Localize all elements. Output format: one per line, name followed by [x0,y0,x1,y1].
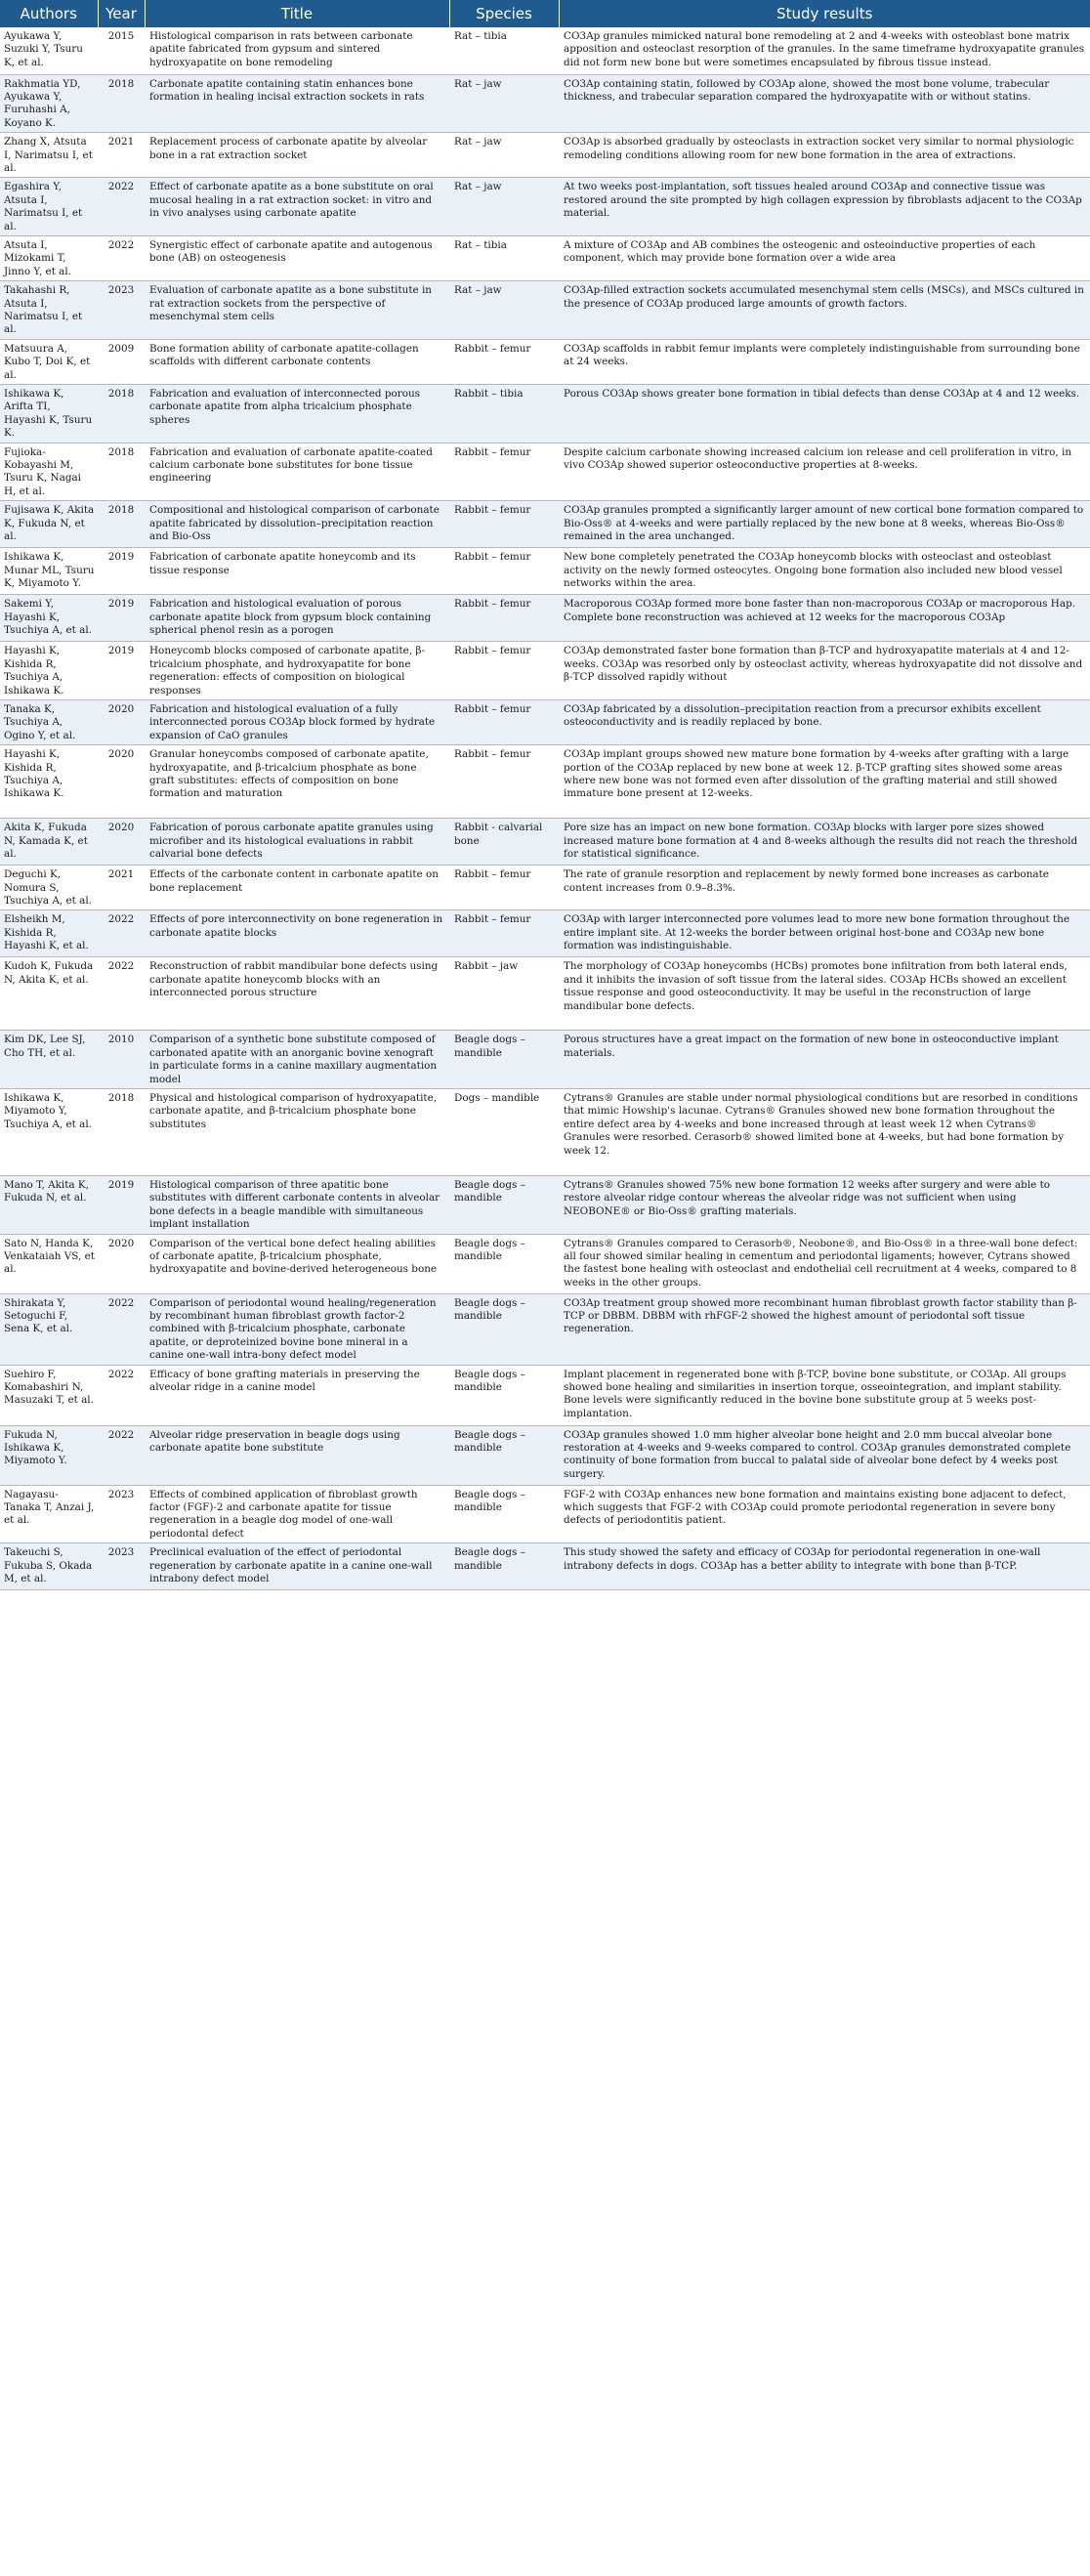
cell-results: At two weeks post-implantation, soft tissues healed around CO3Ap and connective tissue was restored around the site prompted by high collagen expression by fibroblasts adjacent to the CO3Ap material. [559,178,1090,236]
cell-authors: Akita K, Fukuda N, Kamada K, et al. [0,819,98,866]
cell-year: 2020 [98,819,145,866]
cell-authors: Fukuda N, Ishikawa K, Miyamoto Y. [0,1425,98,1485]
table-row [0,1485,1090,1543]
table-row [0,74,1090,133]
table-row [0,385,1090,443]
cell-title: Effects of combined application of fibroblast growth factor (FGF)-2 and carbonate apatite for tissue regeneration in a beagle dog model of one-wall periodontal defect [145,1485,449,1543]
cell-authors: Kudoh K, Fukuda N, Akita K, et al. [0,957,98,1031]
cell-year: 2023 [98,1485,145,1543]
table-row [0,866,1090,910]
cell-results: Pore size has an impact on new bone formation. CO3Ap blocks with larger pore sizes showed increased mature bone formation at 4 and 8-weeks although the results did not reach the threshold for statistical significance. [559,819,1090,866]
cell-year: 2018 [98,385,145,443]
table-row [0,548,1090,595]
cell-results: CO3Ap implant groups showed new mature bone formation by 4-weeks after grafting with a large portion of the CO3Ap replaced by new bone at week 12. β-TCP grafting sites showed some areas where new bone was not formed even after dissolution of the grafting material and still showed immature bone present at 12-weeks. [559,745,1090,819]
cell-title: Honeycomb blocks composed of carbonate apatite, β-tricalcium phosphate, and hydroxyapatite for bone regeneration: effects of composition on biological responses [145,642,449,700]
cell-authors: Hayashi K, Kishida R, Tsuchiya A, Ishikawa K. [0,642,98,700]
cell-authors: Ishikawa K, Munar ML, Tsuru K, Miyamoto Y. [0,548,98,595]
cell-results: Porous structures have a great impact on the formation of new bone in osteoconductive implant materials. [559,1031,1090,1089]
cell-title: Evaluation of carbonate apatite as a bone substitute in rat extraction sockets from the perspective of mesenchymal stem cells [145,281,449,340]
cell-authors: Fujioka-Kobayashi M, Tsuru K, Nagai H, et al. [0,443,98,501]
cell-title: Preclinical evaluation of the effect of periodontal regeneration by carbonate apatite in a canine one-wall intrabony defect model [145,1543,449,1590]
cell-species: Rabbit – femur [449,548,559,595]
cell-species: Beagle dogs – mandible [449,1543,559,1590]
cell-results: CO3Ap scaffolds in rabbit femur implants were completely indistinguishable from surrounding bone at 24 weeks. [559,339,1090,384]
cell-year: 2019 [98,642,145,700]
cell-species: Rabbit – femur [449,339,559,384]
cell-species: Rabbit – jaw [449,957,559,1031]
cell-title: Effects of the carbonate content in carbonate apatite on bone replacement [145,866,449,910]
cell-results: CO3Ap containing statin, followed by CO3Ap alone, showed the most bone volume, trabecular thickness, and trabecular separation compared the hydroxyapatite with or without statins. [559,74,1090,133]
cell-year: 2020 [98,699,145,744]
table-row [0,957,1090,1031]
table-row [0,281,1090,340]
cell-species: Rat – jaw [449,281,559,340]
table-row [0,1088,1090,1175]
cell-title: Fabrication and histological evaluation of a fully interconnected porous CO3Ap block formed by hydrate expansion of CaO granules [145,699,449,744]
cell-title: Bone formation ability of carbonate apatite-collagen scaffolds with different carbonate contents [145,339,449,384]
cell-title: Comparison of periodontal wound healing/regeneration by recombinant human fibroblast growth factor-2 combined with β-tricalcium phosphate, carbonate apatite, or deproteinized bovine bone mineral in a canine one-wall intra-bony defect model [145,1293,449,1365]
table-row [0,1031,1090,1089]
cell-results: CO3Ap-filled extraction sockets accumulated mesenchymal stem cells (MSCs), and MSCs cultured in the presence of CO3Ap produced large amounts of growth factors. [559,281,1090,340]
cell-species: Rat – tibia [449,235,559,280]
cell-year: 2022 [98,957,145,1031]
cell-results: Implant placement in regenerated bone with β-TCP, bovine bone substitute, or CO3Ap. All groups showed bone healing and similarities in insertion torque, osseointegration, and implant stability. Bone levels were significantly reduced in the bovine bone substitute group at 5 weeks post-implantation. [559,1365,1090,1425]
cell-year: 2022 [98,1425,145,1485]
cell-authors: Tanaka K, Tsuchiya A, Ogino Y, et al. [0,699,98,744]
cell-species: Rat – tibia [449,27,559,74]
cell-results: CO3Ap fabricated by a dissolution–precipitation reaction from a precursor exhibits excellent osteoconductivity and is readily replaced by bone. [559,699,1090,744]
cell-results: CO3Ap is absorbed gradually by osteoclasts in extraction socket very similar to normal physiologic remodeling conditions allowing room for new bone formation in the area of extractions. [559,133,1090,178]
table-row [0,1293,1090,1365]
cell-species: Rabbit – tibia [449,385,559,443]
cell-results: This study showed the safety and efficacy of CO3Ap for periodontal regeneration in one-wall intrabony defects in dogs. CO3Ap has a better ability to integrate with bone than β-TCP. [559,1543,1090,1590]
cell-results: CO3Ap granules prompted a significantly larger amount of new cortical bone formation compared to Bio-Oss® at 4-weeks and were partially replaced by the new bone at 8 weeks, whereas Bio-Oss® remained in the area unchanged. [559,501,1090,548]
cell-title: Efficacy of bone grafting materials in preserving the alveolar ridge in a canine model [145,1365,449,1425]
cell-results: The morphology of CO3Ap honeycombs (HCBs) promotes bone infiltration from both lateral ends, and it inhibits the invasion of soft tissue from the lateral sides. CO3Ap HCBs showed an excellent tissue response and good osteoconductivity. It may be useful in the reconstruction of large mandibular bone defects. [559,957,1090,1031]
cell-authors: Ayukawa Y, Suzuki Y, Tsuru K, et al. [0,27,98,74]
cell-authors: Shirakata Y, Setoguchi F, Sena K, et al. [0,1293,98,1365]
cell-species: Rabbit – femur [449,595,559,642]
cell-title: Compositional and histological comparison of carbonate apatite fabricated by dissolution–precipitation reaction and Bio-Oss [145,501,449,548]
table-row [0,819,1090,866]
table-body [0,27,1090,1590]
cell-results: New bone completely penetrated the CO3Ap honeycomb blocks with osteoclast and osteoblast activity on the newly formed osteocytes. Ongoing bone formation also included new blood vessel networks within the area. [559,548,1090,595]
cell-results: Cytrans® Granules compared to Cerasorb®, Neobone®, and Bio-Oss® in a three-wall bone defect: all four showed similar healing in cementum and periodontal ligaments; however, Cytrans showed the fastest bone healing with osteoclast and endothelial cell recruitment at 4 weeks, compared to 8 weeks in the other groups. [559,1234,1090,1293]
cell-title: Carbonate apatite containing statin enhances bone formation in healing incisal extraction sockets in rats [145,74,449,133]
cell-results: Porous CO3Ap shows greater bone formation in tibial defects than dense CO3Ap at 4 and 12 weeks. [559,385,1090,443]
cell-results: CO3Ap with larger interconnected pore volumes lead to more new bone formation throughout the entire implant site. At 12-weeks the border between original host-bone and CO3Ap new bone formation was indistinguishable. [559,910,1090,957]
cell-title: Physical and histological comparison of hydroxyapatite, carbonate apatite, and β-tricalcium phosphate bone substitutes [145,1088,449,1175]
cell-authors: Matsuura A, Kubo T, Doi K, et al. [0,339,98,384]
cell-authors: Takahashi R, Atsuta I, Narimatsu I, et al. [0,281,98,340]
header-results: Study results [559,0,1090,27]
table-row [0,133,1090,178]
cell-year: 2018 [98,74,145,133]
table-row [0,910,1090,957]
table-row [0,178,1090,236]
header-title: Title [145,0,449,27]
cell-year: 2023 [98,281,145,340]
cell-title: Fabrication and evaluation of interconnected porous carbonate apatite from alpha tricalcium phosphate spheres [145,385,449,443]
cell-title: Histological comparison of three apatitic bone substitutes with different carbonate contents in alveolar bone defects in a beagle mandible with simultaneous implant installation [145,1175,449,1234]
table-row [0,1365,1090,1425]
cell-year: 2019 [98,595,145,642]
cell-title: Synergistic effect of carbonate apatite and autogenous bone (AB) on osteogenesis [145,235,449,280]
cell-title: Comparison of the vertical bone defect healing abilities of carbonate apatite, β-tricalcium phosphate, hydroxyapatite and bovine-derived heterogeneous bone [145,1234,449,1293]
cell-authors: Mano T, Akita K, Fukuda N, et al. [0,1175,98,1234]
cell-authors: Atsuta I, Mizokami T, Jinno Y, et al. [0,235,98,280]
cell-species: Beagle dogs – mandible [449,1485,559,1543]
cell-year: 2010 [98,1031,145,1089]
table-row [0,642,1090,700]
cell-results: CO3Ap treatment group showed more recombinant human fibroblast growth factor stability than β-TCP or DBBM. DBBM with rhFGF-2 showed the highest amount of periodontal soft tissue regeneration. [559,1293,1090,1365]
cell-title: Fabrication and histological evaluation of porous carbonate apatite block from gypsum block containing spherical phenol resin as a porogen [145,595,449,642]
cell-title: Granular honeycombs composed of carbonate apatite, hydroxyapatite, and β-tricalcium phosphate as bone graft substitutes: effects of composition on bone formation and maturation [145,745,449,819]
cell-year: 2022 [98,178,145,236]
cell-title: Effects of pore interconnectivity on bone regeneration in carbonate apatite blocks [145,910,449,957]
cell-results: CO3Ap demonstrated faster bone formation than β-TCP and hydroxyapatite materials at 4 and 12-weeks. CO3Ap was resorbed only by osteoclast activity, whereas hydroxyapatite did not dissolve and β-TCP dissolved rapidly without [559,642,1090,700]
cell-species: Beagle dogs – mandible [449,1175,559,1234]
cell-authors: Sakemi Y, Hayashi K, Tsuchiya A, et al. [0,595,98,642]
cell-results: A mixture of CO3Ap and AB combines the osteogenic and osteoinductive properties of each component, which may provide bone formation over a wide area [559,235,1090,280]
cell-species: Beagle dogs – mandible [449,1031,559,1089]
cell-year: 2009 [98,339,145,384]
cell-title: Fabrication and evaluation of carbonate apatite-coated calcium carbonate bone substitutes for bone tissue engineering [145,443,449,501]
cell-results: Cytrans® Granules are stable under normal physiological conditions but are resorbed in conditions that mimic Howship's lacunae. Cytrans® Granules showed new bone formation throughout the entire defect area by 4-weeks and bone increased through at least week 12 when Cytrans® Granules were resorbed. Cerasorb® showed limited bone at 4-weeks, but had bone formation by week 12. [559,1088,1090,1175]
cell-title: Fabrication of porous carbonate apatite granules using microfiber and its histological evaluations in rabbit calvarial bone defects [145,819,449,866]
cell-authors: Zhang X, Atsuta I, Narimatsu I, et al. [0,133,98,178]
cell-year: 2022 [98,235,145,280]
cell-authors: Deguchi K, Nomura S, Tsuchiya A, et al. [0,866,98,910]
cell-species: Beagle dogs – mandible [449,1425,559,1485]
cell-species: Rabbit – femur [449,745,559,819]
table-row [0,595,1090,642]
cell-species: Rabbit – femur [449,699,559,744]
cell-year: 2021 [98,133,145,178]
table-row [0,27,1090,74]
cell-results: CO3Ap granules mimicked natural bone remodeling at 2 and 4-weeks with osteoblast bone matrix apposition and osteoclast resorption of the granules. In the same timeframe hydroxyapatite granules did not form new bone but were sometimes encapsulated by fibrous tissue instead. [559,27,1090,74]
cell-authors: Rakhmatia YD, Ayukawa Y, Furuhashi A, Koyano K. [0,74,98,133]
cell-year: 2023 [98,1543,145,1590]
cell-authors: Ishikawa K, Miyamoto Y, Tsuchiya A, et al. [0,1088,98,1175]
cell-species: Beagle dogs – mandible [449,1293,559,1365]
table-row [0,443,1090,501]
cell-year: 2018 [98,1088,145,1175]
cell-results: Despite calcium carbonate showing increased calcium ion release and cell proliferation in vitro, in vivo CO3Ap showed superior osteoconductive properties at 8-weeks. [559,443,1090,501]
cell-year: 2021 [98,866,145,910]
cell-authors: Hayashi K, Kishida R, Tsuchiya A, Ishikawa K. [0,745,98,819]
cell-authors: Sato N, Handa K, Venkataiah VS, et al. [0,1234,98,1293]
cell-title: Reconstruction of rabbit mandibular bone defects using carbonate apatite honeycomb blocks with an interconnected porous structure [145,957,449,1031]
cell-year: 2019 [98,1175,145,1234]
cell-authors: Kim DK, Lee SJ, Cho TH, et al. [0,1031,98,1089]
cell-results: FGF-2 with CO3Ap enhances new bone formation and maintains existing bone adjacent to defect, which suggests that FGF-2 with CO3Ap could promote periodontal regeneration in severe bony defects of periodontitis patient. [559,1485,1090,1543]
cell-authors: Nagayasu-Tanaka T, Anzai J, et al. [0,1485,98,1543]
table-row [0,1234,1090,1293]
cell-species: Rabbit – femur [449,910,559,957]
cell-species: Rat – jaw [449,133,559,178]
table-header [0,0,1090,27]
cell-species: Rabbit – femur [449,866,559,910]
cell-authors: Suehiro F, Komabashiri N, Masuzaki T, et al. [0,1365,98,1425]
cell-species: Rabbit – femur [449,501,559,548]
table-row [0,1543,1090,1590]
table-row [0,1425,1090,1485]
cell-title: Alveolar ridge preservation in beagle dogs using carbonate apatite bone substitute [145,1425,449,1485]
cell-year: 2019 [98,548,145,595]
cell-species: Beagle dogs – mandible [449,1234,559,1293]
header-authors: Authors [0,0,98,27]
cell-authors: Egashira Y, Atsuta I, Narimatsu I, et al. [0,178,98,236]
cell-results: Cytrans® Granules showed 75% new bone formation 12 weeks after surgery and were able to restore alveolar ridge contour whereas the alveolar ridge was not sufficient when using NEOBONE® or Bio-Oss® grafting materials. [559,1175,1090,1234]
table-row [0,501,1090,548]
cell-year: 2018 [98,501,145,548]
cell-year: 2022 [98,910,145,957]
table-row [0,339,1090,384]
cell-authors: Takeuchi S, Fukuba S, Okada M, et al. [0,1543,98,1590]
cell-title: Effect of carbonate apatite as a bone substitute on oral mucosal healing in a rat extraction socket: in vitro and in vivo analyses using carbonate apatite [145,178,449,236]
cell-authors: Ishikawa K, Arifta TI, Hayashi K, Tsuru K. [0,385,98,443]
cell-species: Rabbit - calvarial bone [449,819,559,866]
header-year: Year [98,0,145,27]
cell-species: Rat – jaw [449,178,559,236]
cell-year: 2020 [98,745,145,819]
cell-results: The rate of granule resorption and replacement by newly formed bone increases as carbonate content increases from 0.9–8.3%. [559,866,1090,910]
cell-year: 2022 [98,1293,145,1365]
table-row [0,745,1090,819]
cell-species: Rabbit – femur [449,642,559,700]
cell-title: Histological comparison in rats between carbonate apatite fabricated from gypsum and sintered hydroxyapatite on bone remodeling [145,27,449,74]
table-row [0,235,1090,280]
cell-year: 2015 [98,27,145,74]
table-row [0,1175,1090,1234]
cell-authors: Elsheikh M, Kishida R, Hayashi K, et al. [0,910,98,957]
cell-species: Rat – jaw [449,74,559,133]
cell-year: 2020 [98,1234,145,1293]
cell-title: Fabrication of carbonate apatite honeycomb and its tissue response [145,548,449,595]
table-row [0,699,1090,744]
cell-species: Dogs – mandible [449,1088,559,1175]
cell-authors: Fujisawa K, Akita K, Fukuda N, et al. [0,501,98,548]
cell-results: CO3Ap granules showed 1.0 mm higher alveolar bone height and 2.0 mm buccal alveolar bone restoration at 4-weeks and 9-weeks compared to control. CO3Ap granules demonstrated complete continuity of bone formation from buccal to palatal side of alveolar bone defect by 4 weeks post surgery. [559,1425,1090,1485]
cell-results: Macroporous CO3Ap formed more bone faster than non-macroporous CO3Ap or macroporous Hap. Complete bone reconstruction was achieved at 12 weeks for the macroporous CO3Ap [559,595,1090,642]
cell-title: Comparison of a synthetic bone substitute composed of carbonated apatite with an anorganic bovine xenograft in particulate forms in a canine maxillary augmentation model [145,1031,449,1089]
cell-species: Rabbit – femur [449,443,559,501]
cell-species: Beagle dogs – mandible [449,1365,559,1425]
cell-title: Replacement process of carbonate apatite by alveolar bone in a rat extraction socket [145,133,449,178]
cell-year: 2018 [98,443,145,501]
cell-year: 2022 [98,1365,145,1425]
header-species: Species [449,0,559,27]
